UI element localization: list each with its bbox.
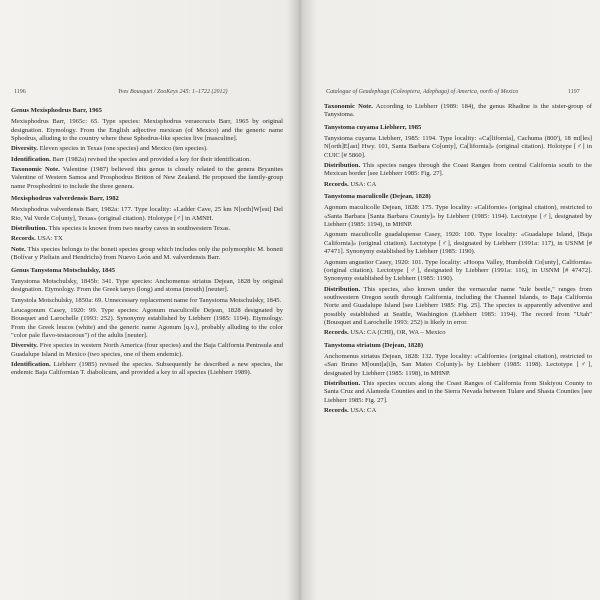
paragraph-body: Barr (1982a) revised the species and provided a key for their identification. [50,155,251,163]
right-running-head: Catalogue of Geadephaga (Coleoptera, Adephaga) of America, north of Mexico [326,89,519,95]
paragraph-lead: Records. [324,180,349,188]
text-paragraph [11,156,283,164]
paragraph-lead: Identification. [11,360,51,368]
section-heading: Genus Tanystoma Motschulsky, 1845 [11,266,116,274]
paragraph-lead: Distribution. [324,379,361,387]
paragraph-body: Agonum angustior Casey, 1920: 101. Type locality: «Hoopa Valley, Humboldt Co[unty], California» (original citation). Lectotype [♂], designated by Liebherr (1991a: 116), in USNM [# 47472]. Synonymy established by Liebherr (1985: 1190). [324,258,592,283]
paragraph-lead: Taxonomic Note. [324,103,373,110]
text-paragraph [324,103,592,120]
paragraph-body: This species belongs to the boneti species group which includes only the polymorphic M. boneti (Bolívar y Pieltain and Hendrichs) from Nuevo León and M. valverdensis Barr. [11,245,283,262]
paragraph-body: Mexisphodrus Barr, 1965c: 65. Type species: Mexisphodrus veraecrucis Barr, 1965 by original designation. Etymology. From the English adjective mexican (of Mexico) and the generic name Sphodrus, alluding to the country where these Sphodrus-like species live [masculine]. [11,118,283,143]
paragraph-body: USA: CA [348,407,377,414]
paragraph-body: Eleven species in Texas (one species) and Mexico (ten species). [37,145,208,153]
text-paragraph [324,353,592,378]
paragraph-body: This species is known from two nearby caves in southwestern Texas. [47,225,231,233]
paragraph-lead: Identification. [11,155,51,163]
text-paragraph [324,231,592,256]
paragraph-body: Agonum maculicolle Dejean, 1828: 175. Type locality: «Californie» (original citation), restricted to «Santa Barbara [Santa Barbara County]» by Liebherr (1985: 1194). Lectotype [♂], designated by Liebherr (1985: 1194), in MHNP. [324,204,592,229]
paragraph-lead: Taxonomic Note. [11,166,60,174]
paragraph-body: Anchomenus striatus Dejean, 1828: 132. Type locality: «Californie» (original citation), restricted to «San Bruno M[ount]a[i]n, San Mateo Co[unty]» by Liebherr (1985: 1198). Lectotype [♂], designated by Liebherr (1985: 1198), in MHNP. [324,352,592,377]
text-paragraph [11,206,283,223]
paragraph-lead: Records. [324,407,349,414]
text-paragraph [324,329,592,337]
paragraph-lead: Records. [324,329,349,337]
text-paragraph [11,166,283,191]
text-paragraph [11,118,283,143]
paragraph-lead: Distribution. [324,285,361,293]
paragraph-body: According to Liebherr (1989: 184), the genus Rhadine is the sister-group of Tanystoma. [324,103,592,119]
left-text-column [11,103,283,380]
section-heading: Tanystoma maculicolle (Dejean, 1828) [324,193,431,201]
text-paragraph [324,181,592,189]
paragraph-lead: Diversity. [11,145,38,153]
text-paragraph [11,225,283,233]
text-paragraph [11,246,283,263]
paragraph-lead: Records. [11,235,36,243]
paragraph-lead: Note. [11,245,26,253]
paragraph-body: Liebherr (1985) revised the species. Subsequently he described a new species, the endemic Baja Californian T. diabolicum, and provided a key to all species (Liebherr 1989). [11,360,283,377]
section-heading: Genus Mexisphodrus Barr, 1965 [11,107,102,114]
right-text-column [324,103,592,417]
paragraph-body: This species, also known under the vernacular name "tule beetle," ranges from southwestern Oregon south through California, including the Channel Islands, to Baja California Norte and Guadalupe Island [see Liebherr 1985: Fig. 25]. The species is apparently adventive and possibly established at Seattle, Washington (Liebherr 1985: 1194). The record from "Utah" (Bousquet and Larochelle 1993: 252) is likely in error. [324,285,592,326]
section-heading: Tanystoma cuyama Liebherr, 1985 [324,123,422,131]
paragraph-body: This species occurs along the Coast Ranges of California from Siskiyou County to Santa Cruz and Alameda Counties and in the Sierra Nevada between Tulare and Shasta Counties [see Liebherr 1985: Fig. 27]. [324,379,592,404]
text-paragraph [11,278,283,295]
text-paragraph [324,407,592,415]
text-paragraph [324,380,592,405]
paragraph-body: Five species in western North America (four species) and the Baja California Peninsula and Guadalupe Island in Mexico (two species, one of them endemic). [11,342,283,358]
paragraph-body: This species ranges through the Coast Ranges from central California south to the Mexican border [see Liebherr 1985: Fig. 27]. [324,162,592,178]
section-heading: Tanystoma striatum (Dejean, 1828) [324,341,424,349]
text-paragraph [324,286,592,328]
text-paragraph [324,135,592,160]
paragraph-body: USA: CA [348,180,377,188]
section-heading: Mexisphodrus valverdensis Barr, 1982 [11,195,119,203]
paragraph-lead: Distribution. [324,162,361,170]
paragraph-body: Leucagonum Casey, 1920: 99. Type species: Agonum maculicolle Dejean, 1828 designated by Bousquet and Larochelle (1993: 252). Synonymy established by Liebherr (1985: 1194). Etymology. From the Greek leucos (white) and the generic name Agonum [q.v.], probably alluding to the color "color pale flavo-testaceous") of the adults [neuter]. [11,306,283,339]
text-paragraph [324,259,592,284]
text-paragraph [11,145,283,153]
paragraph-body: Tanystoma cuyama Liebherr, 1985: 1194. Type locality: «Ca[lifornia], Cachuma (800'), 18 mi[les] N[orth]E[ast] Hwy. 101, Santa Barbara Co[unty], Ca[lifornia]» (original citation). Holotype [♂] in CUIC [# 5860]. [324,135,592,159]
left-running-head: Yves Bousquet / ZooKeys 245: 1–1722 (2012) [118,89,228,95]
text-paragraph [324,204,592,229]
paragraph-lead: Distribution. [11,225,48,233]
paragraph-body: USA: TX [35,235,63,243]
paragraph-lead: Diversity. [11,342,38,350]
text-paragraph [324,162,592,179]
paragraph-body: USA: CA (CHI), OR, WA – Mexico [348,329,446,337]
right-page-number: 1197 [568,89,580,95]
left-page-number: 1196 [14,89,26,95]
text-paragraph [11,297,283,305]
paragraph-body: Agonum maculicolle guadalupense Casey, 1920: 100. Type locality: «Guadalupe Island, [Baja California]» (original citation). Lectotype [♂], designated by Liebherr (1991a: 117), in USNM [# 47471]. Synonymy established by Liebherr (1985: 1190). [324,231,592,256]
paragraph-body: Valentine (1987) believed this genus is closely related to the genera Bryanites Valentine of Western Samoa and Prosphodrus Britton of New Zealand. He proposed the family-group name Prosphodrini to include the three genera. [11,166,283,190]
paragraph-body: Tanystola Motschulsky, 1850a: 69. Unnecessary replacement name for Tanystoma Motschulsky, 1845. [11,296,282,304]
paragraph-body: Mexisphodrus valverdensis Barr, 1982a: 177. Type locality: «Ladder Cave, 25 km N[orth]W[est] Del Rio, Val Verde Co[unty], Texas» (original citation). Holotype [♂] in AMNH. [11,206,283,222]
text-paragraph [11,361,283,378]
text-paragraph [11,342,283,359]
text-paragraph [11,307,283,340]
paragraph-body: Tanystoma Motschulsky, 1845b: 341. Type species: Anchomenus striatus Dejean, 1828 by original designation. Etymology. From the Greek tanyo (long) and stoma (mouth) [neuter]. [11,277,283,294]
text-paragraph [11,235,283,243]
